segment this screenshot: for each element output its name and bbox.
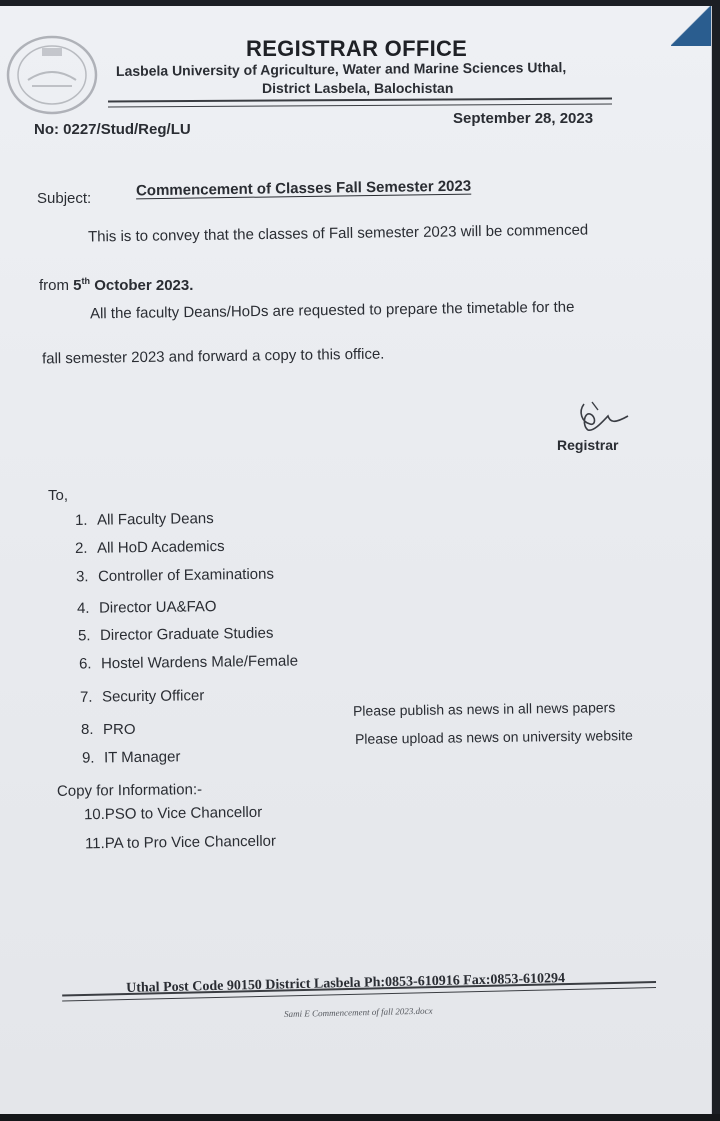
item-label: PRO: [103, 721, 136, 738]
body-paragraph-2-line-1: All the faculty Deans/HoDs are requested to prepare the timetable for the: [89, 298, 575, 323]
item-number: 2.: [74, 539, 88, 558]
item-number: 7.: [79, 688, 93, 706]
item-number: 11.: [84, 835, 105, 853]
recipient-item: [81, 721, 136, 738]
reference-number: No: 0227/Stud/Reg/LU: [34, 121, 191, 138]
office-title: REGISTRAR OFFICE: [246, 36, 468, 61]
recipient-item: [76, 566, 274, 586]
item-number: 4.: [76, 599, 90, 617]
item-label: PSO to Vice Chancellor: [104, 803, 263, 823]
body-paragraph-1-line-2: [39, 276, 193, 294]
item-number: 3.: [75, 568, 89, 586]
header-divider-bottom: [108, 103, 612, 107]
copy-item: [84, 804, 262, 823]
university-district: District Lasbela, Balochistan: [262, 80, 454, 96]
body-paragraph-1-line-1: This is to convey that the classes of Fall semester 2023 will be commenced: [87, 221, 589, 246]
item-label: All Faculty Deans: [96, 510, 214, 529]
footer-address: Uthal Post Code 90150 District Lasbela Ph:0853-610916 Fax:0853-610294: [126, 971, 566, 996]
item-number: 8.: [81, 721, 94, 738]
footer-file-reference: Sami E Commencement of fall 2023.docx: [284, 1005, 433, 1019]
letter-date: September 28, 2023: [453, 110, 594, 127]
copy-item: [85, 833, 276, 853]
background-strip: [0, 1114, 720, 1121]
item-label: IT Manager: [103, 748, 181, 767]
recipient-item: [80, 687, 204, 706]
item-label: Security Officer: [101, 687, 205, 706]
recipient-item: [82, 748, 181, 766]
recipient-item: [75, 510, 214, 529]
recipient-item: [75, 538, 225, 557]
recipient-item: [77, 598, 217, 617]
subject-label: Subject:: [37, 190, 92, 207]
start-day: 5th: [73, 276, 91, 294]
copy-for-information-label: Copy for Information:-: [56, 781, 203, 800]
recipient-note: Please upload as news on university website: [354, 727, 633, 747]
item-number: 9.: [81, 749, 95, 767]
item-label: Director Graduate Studies: [99, 624, 274, 645]
start-month-year: October 2023.: [94, 277, 194, 294]
university-name: Lasbela University of Agriculture, Water and Marine Sciences Uthal,: [115, 59, 567, 79]
item-number: 10.: [83, 805, 105, 824]
body-paragraph-2-line-2: fall semester 2023 and forward a copy to this office.: [41, 345, 385, 368]
header-divider-top: [108, 97, 612, 102]
day-suffix: th: [81, 276, 91, 286]
to-label: To,: [48, 487, 69, 504]
item-label: Hostel Wardens Male/Female: [100, 652, 299, 673]
university-seal-icon: [2, 34, 102, 116]
recipient-item: [78, 625, 274, 645]
item-number: 1.: [74, 511, 88, 529]
recipient-note: Please publish as news in all news papers: [352, 699, 616, 719]
item-number: 6.: [78, 655, 92, 673]
recipient-item: [79, 652, 298, 672]
item-number: 5.: [77, 627, 91, 645]
registrar-title: Registrar: [557, 437, 619, 453]
corner-accent: [671, 6, 711, 46]
item-label: Controller of Examinations: [97, 565, 275, 586]
subject-text: Commencement of Classes Fall Semester 2023: [135, 177, 472, 200]
from-word: from: [39, 277, 69, 294]
letter-page: [0, 6, 712, 1114]
signature-icon: [574, 398, 634, 436]
item-label: PA to Pro Vice Chancellor: [104, 832, 277, 853]
item-label: Director UA&FAO: [98, 598, 217, 617]
item-label: All HoD Academics: [96, 537, 225, 557]
